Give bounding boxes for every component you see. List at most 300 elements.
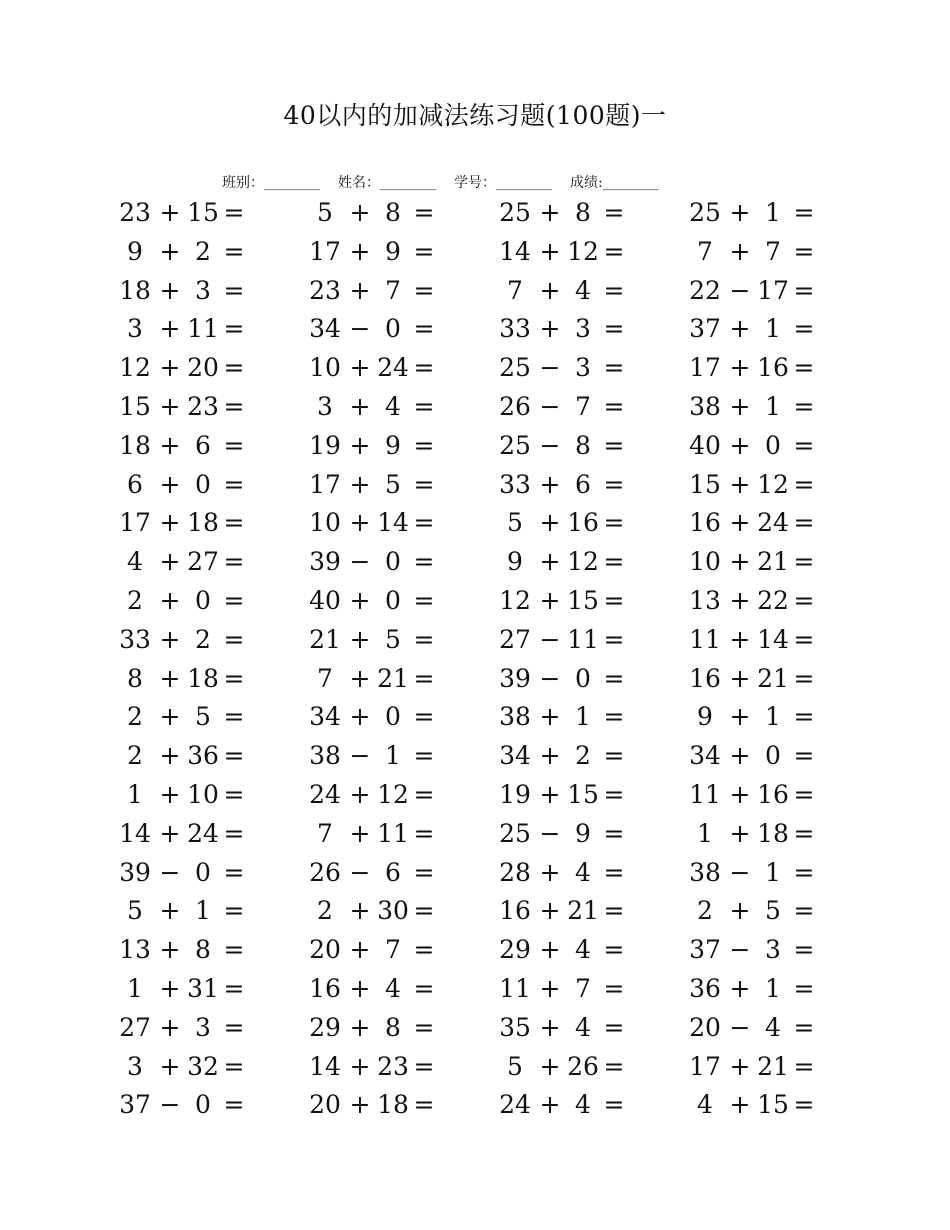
equals-sign: = [793, 392, 815, 421]
operator: − [539, 353, 561, 383]
operator: + [729, 547, 751, 577]
second-operand: 1 [765, 198, 781, 227]
equals-sign: = [413, 663, 435, 693]
operator: + [729, 974, 751, 1003]
first-operand: 34 [689, 741, 721, 771]
second-operand: 1 [195, 896, 211, 926]
operator: − [729, 857, 751, 887]
second-operand: 36 [187, 741, 219, 771]
first-operand: 1 [697, 818, 713, 848]
first-operand: 15 [689, 469, 721, 499]
first-operand: 37 [689, 935, 721, 965]
first-operand: 9 [127, 236, 143, 266]
equals-sign: = [603, 857, 625, 887]
second-operand: 22 [757, 586, 789, 615]
operator: + [539, 1090, 561, 1120]
second-operand: 18 [187, 663, 219, 693]
operator: + [159, 974, 181, 1003]
second-operand: 5 [385, 469, 401, 499]
equals-sign: = [413, 586, 435, 615]
equals-sign: = [603, 198, 625, 227]
operator: + [349, 780, 371, 809]
first-operand: 25 [499, 353, 531, 383]
class-field [222, 172, 320, 192]
equals-sign: = [413, 353, 435, 383]
operator: + [159, 780, 181, 809]
first-operand: 11 [499, 974, 531, 1003]
operator: + [539, 857, 561, 887]
equals-sign: = [603, 430, 625, 460]
first-operand: 23 [119, 198, 151, 227]
operator: + [729, 702, 751, 732]
first-operand: 36 [689, 974, 721, 1003]
student-id-field [454, 172, 552, 192]
second-operand: 4 [575, 935, 591, 965]
second-operand: 3 [765, 935, 781, 965]
operator: + [729, 392, 751, 421]
equals-sign: = [793, 236, 815, 266]
first-operand: 39 [309, 547, 341, 577]
first-operand: 25 [689, 198, 721, 227]
first-operand: 27 [119, 1012, 151, 1042]
equals-sign: = [603, 1012, 625, 1042]
second-operand: 1 [385, 741, 401, 771]
equals-sign: = [223, 586, 245, 615]
second-operand: 12 [567, 236, 599, 266]
equals-sign: = [793, 974, 815, 1003]
first-operand: 23 [309, 275, 341, 305]
second-operand: 3 [575, 353, 591, 383]
first-operand: 5 [507, 1051, 523, 1081]
operator: + [539, 236, 561, 266]
equals-sign: = [223, 702, 245, 732]
equals-sign: = [603, 547, 625, 577]
equals-sign: = [223, 741, 245, 771]
equals-sign: = [603, 586, 625, 615]
second-operand: 8 [195, 935, 211, 965]
first-operand: 22 [689, 275, 721, 305]
equals-sign: = [223, 508, 245, 538]
operator: + [159, 663, 181, 693]
equals-sign: = [223, 547, 245, 577]
operator: + [349, 935, 371, 965]
equals-sign: = [793, 780, 815, 809]
second-operand: 12 [567, 547, 599, 577]
second-operand: 0 [385, 586, 401, 615]
operator: + [159, 702, 181, 732]
second-operand: 0 [195, 586, 211, 615]
equals-sign: = [223, 275, 245, 305]
operator: + [159, 818, 181, 848]
equals-sign: = [603, 1051, 625, 1081]
operator: + [729, 314, 751, 344]
first-operand: 2 [127, 702, 143, 732]
second-operand: 4 [385, 392, 401, 421]
second-operand: 21 [757, 663, 789, 693]
equals-sign: = [413, 1051, 435, 1081]
first-operand: 2 [127, 741, 143, 771]
second-operand: 10 [187, 780, 219, 809]
second-operand: 9 [385, 430, 401, 460]
operator: + [539, 586, 561, 615]
first-operand: 25 [499, 430, 531, 460]
second-operand: 31 [187, 974, 219, 1003]
equals-sign: = [413, 935, 435, 965]
first-operand: 40 [689, 430, 721, 460]
operator: − [729, 1012, 751, 1042]
equals-sign: = [603, 353, 625, 383]
first-operand: 15 [119, 392, 151, 421]
equals-sign: = [793, 624, 815, 654]
second-operand: 21 [567, 896, 599, 926]
operator: + [729, 430, 751, 460]
second-operand: 8 [575, 198, 591, 227]
equals-sign: = [603, 624, 625, 654]
second-operand: 12 [377, 780, 409, 809]
first-operand: 18 [119, 430, 151, 460]
second-operand: 15 [567, 780, 599, 809]
operator: − [349, 857, 371, 887]
first-operand: 16 [309, 974, 341, 1003]
first-operand: 39 [499, 663, 531, 693]
first-operand: 16 [689, 508, 721, 538]
operator: + [349, 508, 371, 538]
second-operand: 7 [575, 392, 591, 421]
second-operand: 0 [195, 1090, 211, 1120]
operator: − [729, 275, 751, 305]
second-operand: 21 [377, 663, 409, 693]
second-operand: 7 [765, 236, 781, 266]
first-operand: 14 [309, 1051, 341, 1081]
second-operand: 17 [757, 275, 789, 305]
operator: + [729, 780, 751, 809]
first-operand: 9 [507, 547, 523, 577]
first-operand: 29 [499, 935, 531, 965]
equals-sign: = [793, 314, 815, 344]
operator: + [159, 469, 181, 499]
second-operand: 27 [187, 547, 219, 577]
equals-sign: = [793, 818, 815, 848]
first-operand: 19 [499, 780, 531, 809]
second-operand: 0 [195, 857, 211, 887]
operator: + [349, 353, 371, 383]
operator: + [349, 663, 371, 693]
equals-sign: = [793, 198, 815, 227]
page-title: 40以内的加减法练习题(100题)一 [283, 101, 667, 130]
equals-sign: = [223, 1051, 245, 1081]
first-operand: 34 [309, 702, 341, 732]
second-operand: 3 [575, 314, 591, 344]
second-operand: 0 [575, 663, 591, 693]
second-operand: 11 [187, 314, 219, 344]
operator: + [729, 469, 751, 499]
second-operand: 16 [567, 508, 599, 538]
second-operand: 4 [765, 1012, 781, 1042]
operator: − [539, 818, 561, 848]
first-operand: 13 [119, 935, 151, 965]
equals-sign: = [413, 430, 435, 460]
operator: + [539, 508, 561, 538]
equals-sign: = [413, 857, 435, 887]
second-operand: 8 [385, 198, 401, 227]
operator: + [159, 353, 181, 383]
equals-sign: = [603, 469, 625, 499]
equals-sign: = [413, 469, 435, 499]
operator: − [539, 392, 561, 421]
operator: − [729, 935, 751, 965]
equals-sign: = [223, 857, 245, 887]
first-operand: 2 [317, 896, 333, 926]
second-operand: 8 [575, 430, 591, 460]
first-operand: 11 [689, 780, 721, 809]
equals-sign: = [603, 974, 625, 1003]
first-operand: 33 [119, 624, 151, 654]
equals-sign: = [793, 508, 815, 538]
equals-sign: = [223, 624, 245, 654]
equals-sign: = [413, 392, 435, 421]
equals-sign: = [793, 857, 815, 887]
equals-sign: = [603, 275, 625, 305]
operator: + [349, 818, 371, 848]
operator: − [539, 430, 561, 460]
equals-sign: = [603, 236, 625, 266]
first-operand: 33 [499, 314, 531, 344]
operator: + [159, 236, 181, 266]
operator: + [159, 624, 181, 654]
second-operand: 16 [757, 353, 789, 383]
equals-sign: = [223, 663, 245, 693]
second-operand: 23 [377, 1051, 409, 1081]
operator: + [349, 1090, 371, 1120]
second-operand: 0 [385, 314, 401, 344]
first-operand: 5 [507, 508, 523, 538]
equals-sign: = [793, 702, 815, 732]
second-operand: 4 [385, 974, 401, 1003]
second-operand: 2 [575, 741, 591, 771]
first-operand: 37 [689, 314, 721, 344]
equals-sign: = [413, 275, 435, 305]
operator: + [349, 236, 371, 266]
equals-sign: = [223, 314, 245, 344]
second-operand: 14 [757, 624, 789, 654]
second-operand: 9 [575, 818, 591, 848]
equals-sign: = [223, 469, 245, 499]
second-operand: 3 [195, 275, 211, 305]
first-operand: 10 [309, 508, 341, 538]
equals-sign: = [223, 896, 245, 926]
equals-sign: = [793, 547, 815, 577]
second-operand: 15 [567, 586, 599, 615]
second-operand: 15 [187, 198, 219, 227]
operator: + [159, 935, 181, 965]
equals-sign: = [223, 236, 245, 266]
second-operand: 26 [567, 1051, 599, 1081]
first-operand: 7 [697, 236, 713, 266]
first-operand: 2 [697, 896, 713, 926]
second-operand: 4 [575, 1012, 591, 1042]
equals-sign: = [413, 547, 435, 577]
operator: + [349, 624, 371, 654]
first-operand: 16 [499, 896, 531, 926]
equals-sign: = [223, 198, 245, 227]
second-operand: 2 [195, 236, 211, 266]
first-operand: 39 [119, 857, 151, 887]
equals-sign: = [413, 1090, 435, 1120]
first-operand: 16 [689, 663, 721, 693]
first-operand: 4 [127, 547, 143, 577]
second-operand: 24 [377, 353, 409, 383]
operator: + [539, 935, 561, 965]
first-operand: 40 [309, 586, 341, 615]
class-blank: ________ [264, 175, 320, 191]
equals-sign: = [413, 818, 435, 848]
first-operand: 1 [127, 780, 143, 809]
first-operand: 17 [689, 1051, 721, 1081]
first-operand: 6 [127, 469, 143, 499]
operator: + [159, 1012, 181, 1042]
operator: + [349, 1012, 371, 1042]
equals-sign: = [793, 935, 815, 965]
operator: + [729, 508, 751, 538]
equals-sign: = [413, 198, 435, 227]
second-operand: 6 [385, 857, 401, 887]
second-operand: 7 [385, 935, 401, 965]
equals-sign: = [413, 236, 435, 266]
equals-sign: = [793, 469, 815, 499]
second-operand: 6 [575, 469, 591, 499]
second-operand: 1 [765, 392, 781, 421]
operator: + [349, 469, 371, 499]
equals-sign: = [223, 1090, 245, 1120]
second-operand: 11 [567, 624, 599, 654]
first-operand: 20 [309, 1090, 341, 1120]
second-operand: 30 [377, 896, 409, 926]
second-operand: 12 [757, 469, 789, 499]
class-label: 班别： [222, 175, 264, 191]
equals-sign: = [603, 314, 625, 344]
operator: + [729, 818, 751, 848]
second-operand: 24 [187, 818, 219, 848]
operator: + [349, 392, 371, 421]
first-operand: 13 [689, 586, 721, 615]
operator: + [539, 547, 561, 577]
equals-sign: = [793, 275, 815, 305]
first-operand: 9 [697, 702, 713, 732]
equals-sign: = [603, 392, 625, 421]
operator: + [349, 430, 371, 460]
operator: + [729, 586, 751, 615]
operator: − [349, 741, 371, 771]
equals-sign: = [603, 508, 625, 538]
second-operand: 32 [187, 1051, 219, 1081]
first-operand: 19 [309, 430, 341, 460]
operator: + [349, 198, 371, 227]
second-operand: 24 [757, 508, 789, 538]
first-operand: 34 [309, 314, 341, 344]
operator: − [539, 663, 561, 693]
equals-sign: = [223, 818, 245, 848]
second-operand: 0 [385, 702, 401, 732]
operator: + [729, 663, 751, 693]
first-operand: 1 [127, 974, 143, 1003]
equals-sign: = [413, 702, 435, 732]
first-operand: 3 [317, 392, 333, 421]
operator: + [729, 624, 751, 654]
second-operand: 21 [757, 1051, 789, 1081]
first-operand: 29 [309, 1012, 341, 1042]
second-operand: 18 [187, 508, 219, 538]
operator: + [539, 275, 561, 305]
first-operand: 25 [499, 818, 531, 848]
first-operand: 38 [499, 702, 531, 732]
equals-sign: = [413, 314, 435, 344]
second-operand: 9 [385, 236, 401, 266]
operator: + [349, 586, 371, 615]
equals-sign: = [413, 780, 435, 809]
second-operand: 14 [377, 508, 409, 538]
first-operand: 8 [127, 663, 143, 693]
first-operand: 20 [689, 1012, 721, 1042]
second-operand: 1 [575, 702, 591, 732]
first-operand: 10 [689, 547, 721, 577]
second-operand: 11 [377, 818, 409, 848]
operator: + [539, 780, 561, 809]
first-operand: 26 [499, 392, 531, 421]
operator: + [539, 702, 561, 732]
second-operand: 0 [385, 547, 401, 577]
operator: + [159, 314, 181, 344]
operator: + [539, 741, 561, 771]
operator: + [539, 198, 561, 227]
equals-sign: = [413, 974, 435, 1003]
second-operand: 5 [195, 702, 211, 732]
second-operand: 15 [757, 1090, 789, 1120]
operator: + [159, 275, 181, 305]
first-operand: 5 [317, 198, 333, 227]
student-id-blank: ________ [496, 175, 552, 191]
operator: + [349, 896, 371, 926]
first-operand: 34 [499, 741, 531, 771]
first-operand: 3 [127, 1051, 143, 1081]
equals-sign: = [413, 1012, 435, 1042]
second-operand: 4 [575, 1090, 591, 1120]
first-operand: 5 [127, 896, 143, 926]
operator: + [539, 469, 561, 499]
first-operand: 12 [499, 586, 531, 615]
equals-sign: = [793, 353, 815, 383]
second-operand: 0 [765, 430, 781, 460]
equals-sign: = [603, 702, 625, 732]
first-operand: 17 [309, 236, 341, 266]
second-operand: 20 [187, 353, 219, 383]
operator: + [159, 547, 181, 577]
equals-sign: = [413, 741, 435, 771]
equals-sign: = [603, 818, 625, 848]
equals-sign: = [793, 896, 815, 926]
operator: + [539, 896, 561, 926]
operator: + [349, 1051, 371, 1081]
first-operand: 38 [309, 741, 341, 771]
equals-sign: = [603, 780, 625, 809]
operator: + [729, 236, 751, 266]
first-operand: 38 [689, 857, 721, 887]
first-operand: 10 [309, 353, 341, 383]
equals-sign: = [603, 896, 625, 926]
second-operand: 0 [195, 469, 211, 499]
first-operand: 4 [697, 1090, 713, 1120]
first-operand: 14 [499, 236, 531, 266]
equals-sign: = [793, 430, 815, 460]
